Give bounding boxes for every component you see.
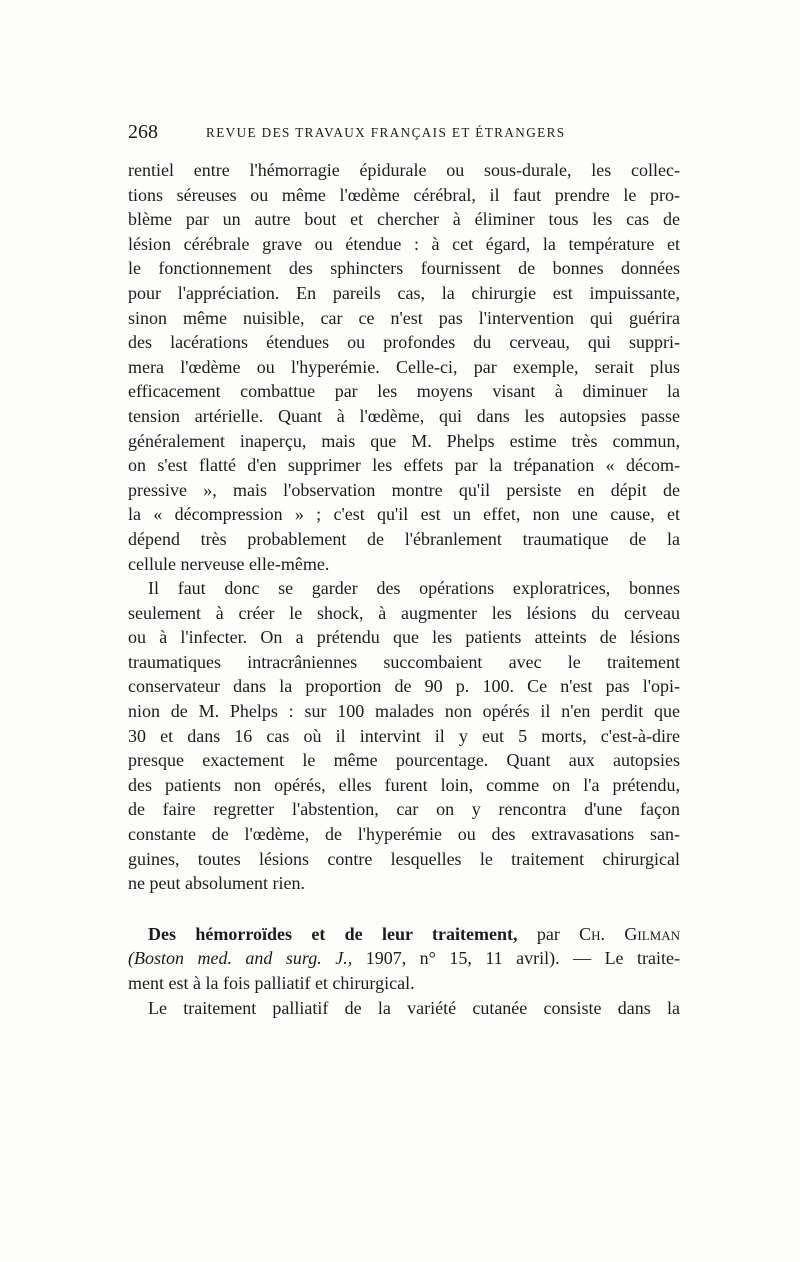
text-line: blème par un autre bout et chercher à éliminer tous les cas de <box>128 209 680 230</box>
text-line: sinon même nuisible, car ce n'est pas l'intervention qui guérira <box>128 307 680 328</box>
citation-line <box>128 946 680 971</box>
text-line: traumatiques intracrâniennes succombaient avec le traitement <box>128 651 680 672</box>
text-line: mera l'œdème ou l'hyperémie. Celle-ci, par exemple, serait plus <box>128 356 680 377</box>
text-line: efficacement combattue par les moyens visant à diminuer la <box>128 381 680 402</box>
text-line: on s'est flatté d'en supprimer les effets par la trépanation « décom- <box>128 455 680 476</box>
text-line: cellule nerveuse elle-même. <box>128 553 330 574</box>
text-line: ne peut absolument rien. <box>128 873 305 894</box>
section-by: par <box>536 923 560 944</box>
section-hemorroides <box>128 922 680 1020</box>
text-line: des patients non opérés, elles furent loin, comme on l'a prétendu, <box>128 774 680 795</box>
text-line: tions séreuses ou même l'œdème cérébral, il faut prendre le pro- <box>128 184 680 205</box>
text-line: seulement à créer le shock, à augmenter les lésions du cerveau <box>128 602 680 623</box>
text-line: dépend très probablement de l'ébranlement traumatique de la <box>128 528 680 549</box>
page-number: 268 <box>128 121 158 143</box>
section-author: Ch. Gilman <box>579 923 680 944</box>
text-line: le fonctionnement des sphincters fournissent de bonnes données <box>128 258 680 279</box>
text-line: guines, toutes lésions contre lesquelles le traitement chirurgical <box>128 848 680 869</box>
text-line: de faire regretter l'abstention, car on y rencontra d'une façon <box>128 799 680 820</box>
running-head-title: REVUE DES TRAVAUX FRANÇAIS ET ÉTRANGERS <box>206 125 566 140</box>
text-line: la « décompression » ; c'est qu'il est un effet, non une cause, et <box>128 504 680 525</box>
section-title: Des hémorroïdes et de leur traitement, <box>148 923 518 944</box>
paragraph-2 <box>128 576 680 896</box>
running-head <box>128 122 680 142</box>
text-line: 30 et dans 16 cas où il intervint il y eut 5 morts, c'est-à-dire <box>128 725 680 746</box>
section-gap <box>128 896 680 922</box>
text-line: tension artérielle. Quant à l'œdème, qui dans les autopsies passe <box>128 405 680 426</box>
text-line: ment est à la fois palliatif et chirurgical. <box>128 973 415 993</box>
text-line: conservateur dans la proportion de 90 p. 100. Ce n'est pas l'opi- <box>128 676 680 697</box>
text-line: constante de l'œdème, de l'hyperémie ou des extravasations san- <box>128 824 680 845</box>
text-line: Le traitement palliatif de la variété cutanée consiste dans la <box>148 997 680 1018</box>
journal-name: (Boston med. and surg. J., <box>128 948 353 969</box>
text-line: presque exactement le même pourcentage. Quant aux autopsies <box>128 750 680 771</box>
text-line: lésion cérébrale grave ou étendue : à cet égard, la température et <box>128 233 680 254</box>
text-line: généralement inaperçu, mais que M. Phelps estime très commun, <box>128 430 680 451</box>
text-line: rentiel entre l'hémorragie épidurale ou sous-durale, les collec- <box>128 160 680 180</box>
section-heading-line <box>128 922 680 947</box>
citation-details: 1907, n° 15, 11 avril). — Le traite- <box>365 948 680 969</box>
text-line: pressive », mais l'observation montre qu'il persiste en dépit de <box>128 479 680 500</box>
text-line: pour l'appréciation. En pareils cas, la chirurgie est impuissante, <box>128 282 680 303</box>
paragraph-1 <box>128 158 680 576</box>
text-line: ou à l'infecter. On a prétendu que les patients atteints de lésions <box>128 627 680 648</box>
body-text <box>128 158 680 1020</box>
text-line: Il faut donc se garder des opérations exploratrices, bonnes <box>148 578 680 599</box>
text-line: nion de M. Phelps : sur 100 malades non opérés il n'en perdit que <box>128 701 680 722</box>
text-line: des lacérations étendues ou profondes du cerveau, qui suppri- <box>128 332 680 353</box>
